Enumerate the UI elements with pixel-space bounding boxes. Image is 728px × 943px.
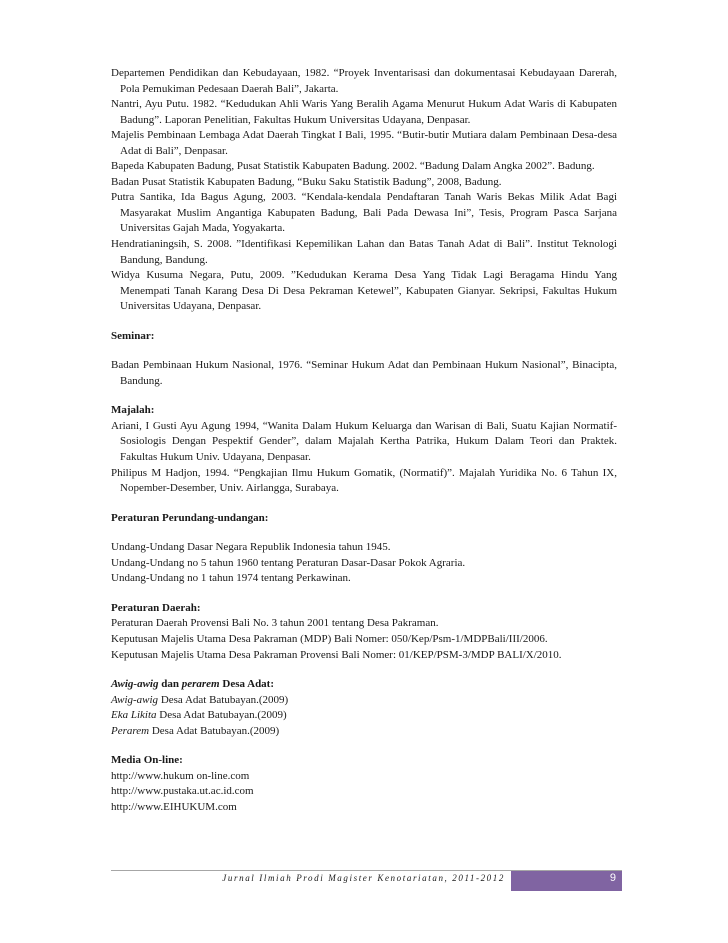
seminar-heading: Seminar: bbox=[111, 329, 155, 342]
reference-entry: Departemen Pendidikan dan Kebudayaan, 1982. “Proyek Inventarisasi dan dokumentasai Kebudayaan Darerah, Pola Pemukiman Pedesaan Daerah Bali”, Jakarta. bbox=[111, 67, 617, 95]
perda-entry: Keputusan Majelis Utama Desa Pakraman (MDP) Bali Nomer: 050/Kep/Psm-1/MDPBali/III/2006. bbox=[111, 632, 548, 645]
media-link[interactable]: http://www.pustaka.ut.ac.id.com bbox=[111, 785, 254, 798]
media-heading: Media On-line: bbox=[111, 754, 183, 767]
page-number: 9 bbox=[609, 872, 616, 884]
page-number-box bbox=[511, 871, 622, 891]
reference-entry: Badan Pusat Statistik Kabupaten Badung, “Buku Saku Statistik Badung”, 2008, Badung. bbox=[111, 175, 502, 188]
majalah-heading: Majalah: bbox=[111, 404, 155, 417]
awig-entry-text: Desa Adat Batubayan.(2009) bbox=[149, 724, 280, 737]
awig-heading-text: dan bbox=[158, 678, 182, 691]
reference-entry: Nantri, Ayu Putu. 1982. “Kedudukan Ahli Waris Yang Beralih Agama Menurut Hukum Adat Waris di Kabupaten Badung”. Laporan Penelitian, Fakultas Hukum Universitas Udayana, Denpasar. bbox=[111, 98, 617, 126]
majalah-entry: Philipus M Hadjon, 1994. “Pengkajian Ilmu Hukum Gomatik, (Normatif)”. Majalah Yuridika No. 6 Tahun IX, Nopember-Desember, Univ. Airlangga, Surabaya. bbox=[111, 466, 617, 495]
perda-entry: Keputusan Majelis Utama Desa Pakraman Provensi Bali Nomer: 01/KEP/PSM-3/MDP BALI/X/2010. bbox=[111, 648, 562, 661]
awig-entry-title: Awig-awig bbox=[111, 693, 159, 706]
majalah-entry: Ariani, I Gusti Ayu Agung 1994, “Wanita Dalam Hukum Keluarga dan Warisan di Bali, Suatu Kajian Normatif-Sosiologis Dengan Pespektif Gender”, dalam Majalah Kertha Patrika, Hukum Dalam Teori dan Praktek. Fakultas Hukum Univ. Udayana, Denpasar. bbox=[111, 419, 617, 464]
awig-heading bbox=[111, 677, 617, 693]
awig-heading-italic: perarem bbox=[181, 678, 220, 691]
awig-entry-text: Desa Adat Batubayan.(2009) bbox=[156, 709, 287, 722]
awig-entry bbox=[111, 724, 617, 740]
perundangan-entry: Undang-Undang no 5 tahun 1960 tentang Peraturan Dasar-Dasar Pokok Agraria. bbox=[111, 556, 466, 569]
awig-entry-title: Perarem bbox=[111, 724, 150, 737]
awig-entry bbox=[111, 708, 617, 724]
perda-entry: Peraturan Daerah Provensi Bali No. 3 tahun 2001 tentang Desa Pakraman. bbox=[111, 617, 439, 630]
awig-entry-text: Desa Adat Batubayan.(2009) bbox=[158, 693, 289, 706]
awig-entry-title: Eka Likita bbox=[111, 709, 157, 722]
perundangan-heading: Peraturan Perundang-undangan: bbox=[111, 511, 269, 524]
media-link[interactable]: http://www.EIHUKUM.com bbox=[111, 800, 237, 813]
reference-entry: Majelis Pembinaan Lembaga Adat Daerah Tingkat I Bali, 1995. “Butir-butir Mutiara dalam Pembinaan Desa-desa Adat di Bali”, Denpasar. bbox=[111, 129, 617, 157]
awig-heading-text: Desa Adat: bbox=[219, 678, 275, 691]
seminar-entry: Badan Pembinaan Hukum Nasional, 1976. “Seminar Hukum Adat dan Pembinaan Hukum Nasional”, Binacipta, Bandung. bbox=[111, 359, 617, 387]
media-link[interactable]: http://www.hukum on-line.com bbox=[111, 769, 250, 782]
awig-heading-italic: Awig-awig bbox=[111, 678, 159, 691]
reference-entry: Putra Santika, Ida Bagus Agung, 2003. “Kendala-kendala Pendaftaran Tanah Waris Bekas Milik Adat Bagi Masyarakat Muslim Angantiga Kabupaten Badung, Bali Pada Dewasa Ini”, Tesis, Program Pasca Sarjana Universitas Gajah Mada, Yogyakarta. bbox=[111, 191, 617, 235]
reference-entry: Bapeda Kabupaten Badung, Pusat Statistik Kabupaten Badung. 2002. “Badung Dalam Angka 2002”. Badung. bbox=[111, 160, 595, 173]
reference-entry: Hendratianingsih, S. 2008. ”Identifikasi Kepemilikan Lahan dan Batas Tanah Adat di Bali”. Institut Teknologi Bandung, Bandung. bbox=[111, 238, 617, 266]
references-body bbox=[111, 66, 617, 815]
perda-heading: Peraturan Daerah: bbox=[111, 601, 201, 614]
perundangan-entry: Undang-Undang Dasar Negara Republik Indonesia tahun 1945. bbox=[111, 541, 391, 554]
footer-journal-title: Jurnal Ilmiah Prodi Magister Kenotariatan, 2011-2012 bbox=[222, 873, 505, 883]
reference-entry: Widya Kusuma Negara, Putu, 2009. ”Kedudukan Kerama Desa Yang Tidak Lagi Beragama Hindu Yang Menempati Tanah Karang Desa Di Desa Pekraman Ketewel”, Kabupaten Gianyar. Sekripsi, Fakultas Hukum Universitas Udayana, Denpasar. bbox=[111, 269, 617, 313]
perundangan-entry: Undang-Undang no 1 tahun 1974 tentang Perkawinan. bbox=[111, 572, 351, 585]
awig-entry bbox=[111, 693, 617, 709]
